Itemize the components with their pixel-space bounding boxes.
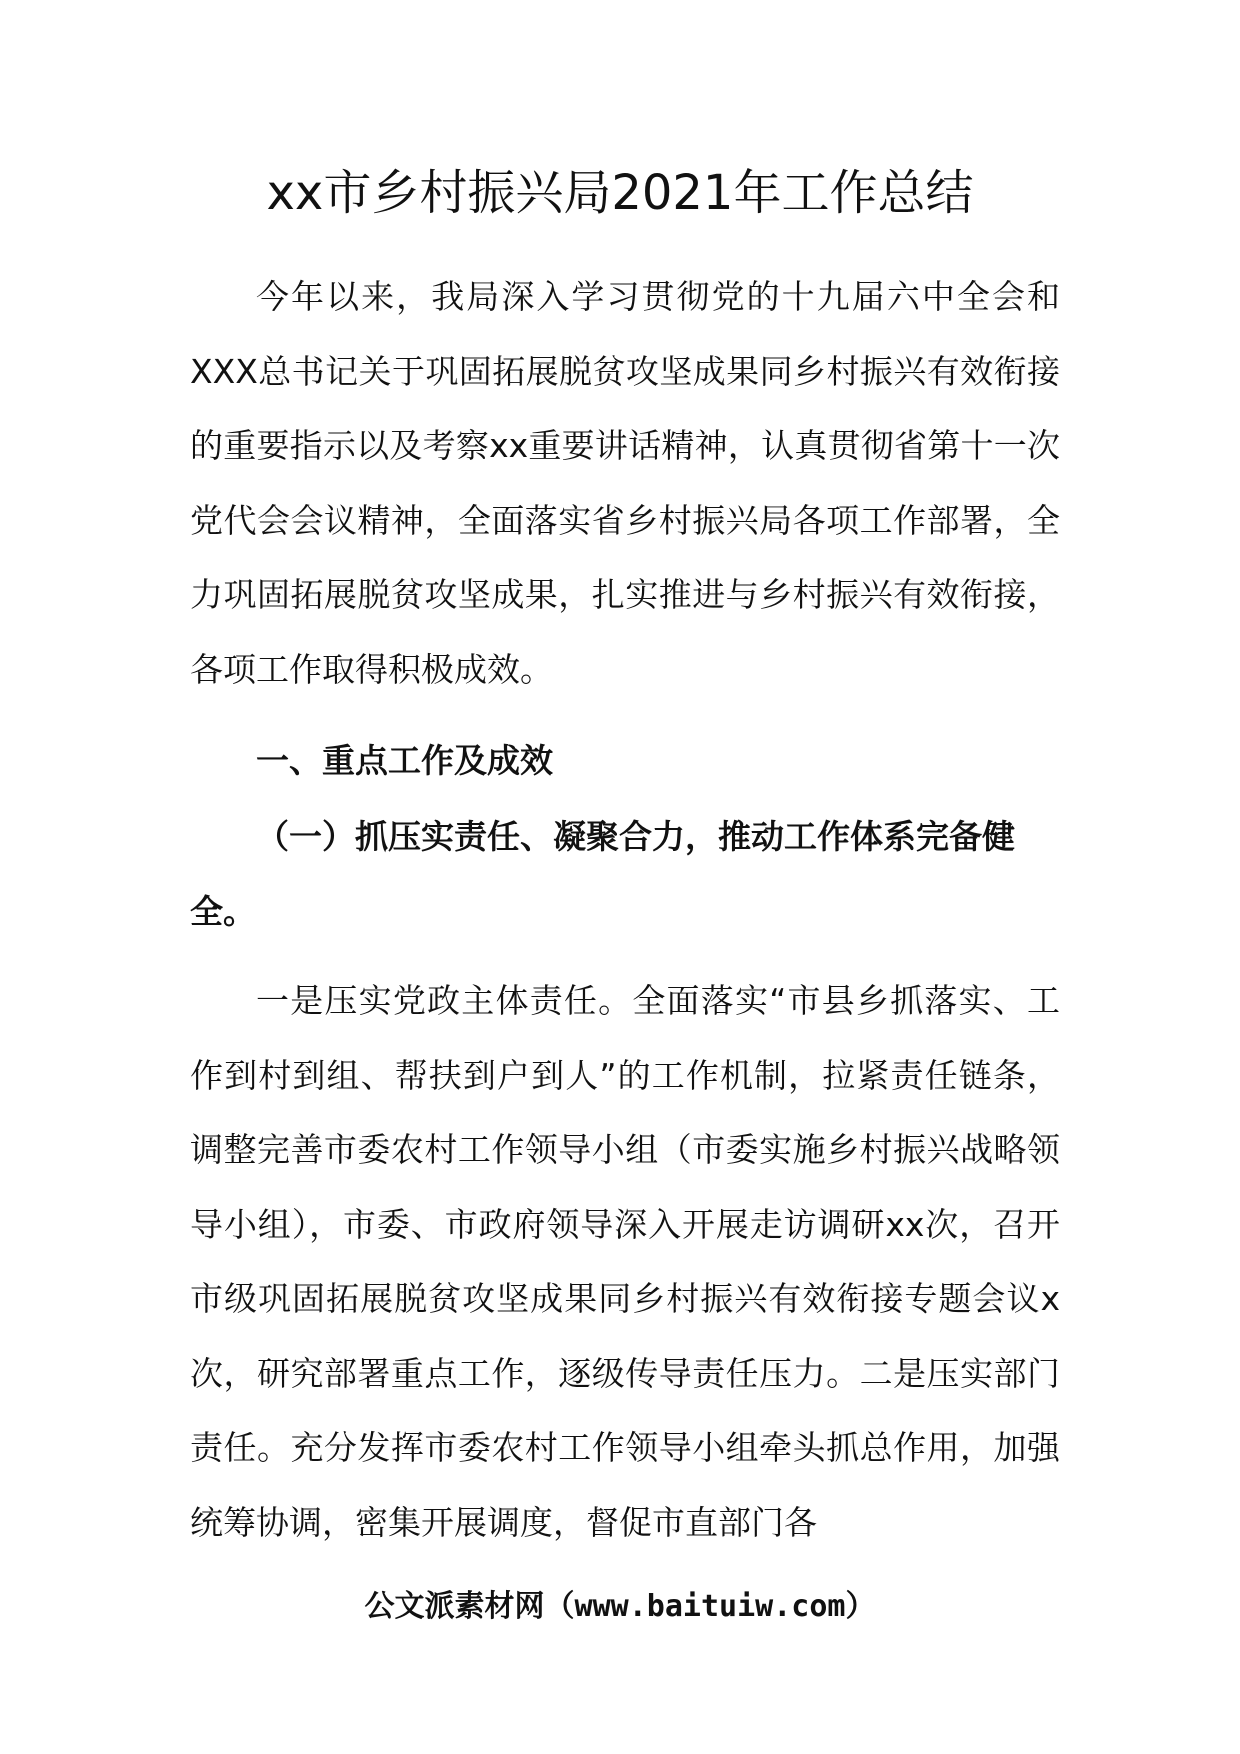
- footer-site-url[interactable]: www.baituiw.com: [574, 1589, 846, 1624]
- intro-paragraph: 今年以来，我局深入学习贯彻党的十九届六中全会和XXX总书记关于巩固拓展脱贫攻坚成果同乡村振兴有效衔接的重要指示以及考察xx重要讲话精神，认真贯彻省第十一次党代会会议精神，全面落实省乡村振兴局各项工作部署，全力巩固拓展脱贫攻坚成果，扎实推进与乡村振兴有效衔接，各项工作取得积极成效。: [190, 277, 1060, 689]
- footer-site-name: 公文派素材网（: [364, 1589, 575, 1624]
- footer-source: [0, 1582, 1240, 1632]
- subsection-heading: （一）抓压实责任、凝聚合力，推动工作体系完备健全。: [190, 817, 1015, 931]
- section-heading: 一、重点工作及成效: [256, 741, 553, 780]
- document-title: xx市乡村振兴局2021年工作总结: [266, 165, 974, 221]
- body-paragraph: 一是压实党政主体责任。全面落实“市县乡抓落实、工作到村到组、帮扶到户到人”的工作机制，拉紧责任链条，调整完善市委农村工作领导小组（市委实施乡村振兴战略领导小组），市委、市政府领导深入开展走访调研xx次，召开市级巩固拓展脱贫攻坚成果同乡村振兴有效衔接专题会议x次，研究部署重点工作，逐级传导责任压力。二是压实部门责任。充分发挥市委农村工作领导小组牵头抓总作用，加强统筹协调，密集开展调度，督促市直部门各: [190, 981, 1060, 1542]
- footer-site-close: ）: [845, 1589, 876, 1624]
